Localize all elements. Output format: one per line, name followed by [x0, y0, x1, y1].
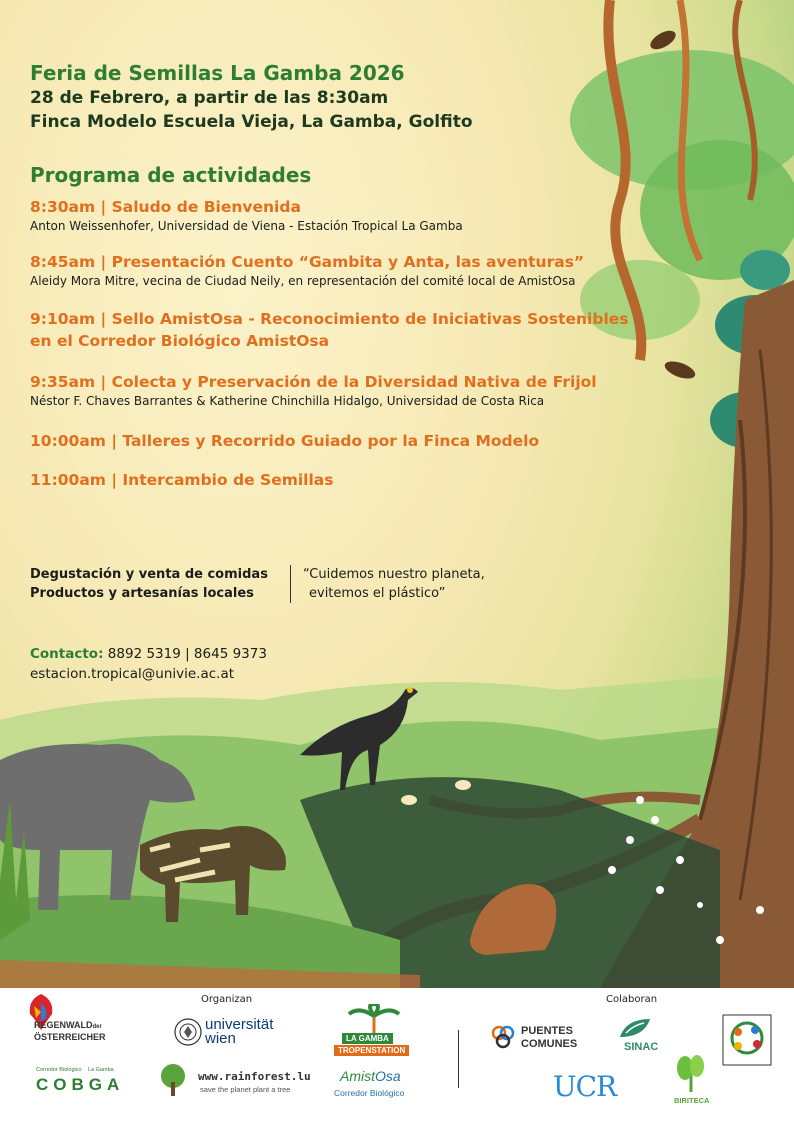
rainforest-url: www.rainforest.lu: [198, 1070, 311, 1083]
univie-text-1: universität: [205, 1016, 274, 1033]
sprout-icon: [676, 1052, 706, 1094]
lagamba-logo-2: TROPENSTATION: [334, 1045, 409, 1056]
puentes-text-1: PUENTES: [521, 1025, 573, 1037]
contact-label: Contacto:: [30, 646, 104, 662]
activity-item: [30, 308, 630, 352]
program-heading: Programa de actividades: [30, 163, 312, 187]
amistosa-subtitle: Corredor Biológico: [334, 1088, 405, 1098]
ucr-logo: UCR: [553, 1070, 617, 1103]
activity-item: [30, 371, 650, 409]
event-info: [30, 60, 650, 491]
cobga-logo: COBGA: [36, 1075, 125, 1094]
puentes-logo: [521, 1025, 577, 1051]
quote-line-1: “Cuidemos nuestro planeta,: [303, 567, 485, 582]
regenwald-text-2: ÖSTERREICHER: [34, 1032, 106, 1042]
amistosa-logo: [340, 1068, 401, 1084]
cobga-small-1: Corredor Biológico: [36, 1067, 82, 1073]
activity-title: 10:00am | Talleres y Recorrido Guiado por la Finca Modelo: [30, 432, 540, 450]
university-seal-icon: [174, 1018, 202, 1046]
activity-item: [30, 251, 650, 289]
activity-item: [30, 469, 650, 491]
cobga-small-2: La Gamba: [88, 1067, 114, 1073]
activity-desc: Néstor F. Chaves Barrantes & Katherine Chinchilla Hidalgo, Universidad de Costa Rica: [30, 394, 545, 408]
event-place: Finca Modelo Escuela Vieja, La Gamba, Golfito: [30, 112, 473, 132]
colaboran-label: Colaboran: [606, 994, 658, 1005]
regenwald-der: der: [92, 1024, 102, 1030]
tree-icon: [152, 1062, 194, 1096]
plastic-quote: [291, 565, 485, 603]
organizan-label: Organizan: [201, 994, 253, 1005]
activity-title: 8:30am | Saludo de Bienvenida: [30, 198, 301, 216]
activity-title: 8:45am | Presentación Cuento “Gambita y Anta, las aventuras”: [30, 253, 585, 271]
univie-text-2: wien: [205, 1030, 236, 1047]
regenwald-text-1: REGENWALD: [34, 1020, 93, 1030]
event-title: Feria de Semillas La Gamba 2026: [30, 61, 405, 85]
activity-item: [30, 430, 650, 452]
amistosa-text-1: Amist: [340, 1068, 375, 1084]
palm-tree-icon: [344, 1004, 404, 1034]
contact-info: [30, 644, 267, 684]
sinac-logo: SINAC: [624, 1041, 659, 1053]
footer-divider: [458, 1030, 459, 1088]
contact-email[interactable]: estacion.tropical@univie.ac.at: [30, 666, 235, 682]
rainforest-tagline: save the planet plant a tree: [200, 1085, 291, 1094]
regenwald-logo: [34, 1020, 106, 1042]
activity-title: 9:10am | Sello AmistOsa - Reconocimiento de Iniciativas Sostenibles en el Corredor Biológico AmistOsa: [30, 310, 629, 350]
lagamba-logo-1: LA GAMBA: [342, 1033, 393, 1044]
quote-line-2: evitemos el plástico”: [309, 586, 446, 601]
sinac-leaf-icon: [616, 1015, 654, 1041]
activity-item: [30, 196, 650, 234]
knot-icon: [490, 1024, 516, 1050]
puentes-text-2: COMUNES: [521, 1038, 578, 1050]
food-note: [30, 565, 291, 603]
univie-logo: [205, 1018, 273, 1046]
local-group-logo-icon: [722, 1014, 772, 1066]
activity-title: 9:35am | Colecta y Preservación de la Diversidad Nativa de Frijol: [30, 373, 597, 391]
activity-desc: Aleidy Mora Mitre, vecina de Ciudad Neily, en representación del comité local de AmistOsa: [30, 274, 576, 288]
notes: [30, 565, 485, 603]
event-date: 28 de Febrero, a partir de las 8:30am: [30, 88, 389, 108]
note-food: Degustación y venta de comidas: [30, 567, 268, 582]
note-crafts: Productos y artesanías locales: [30, 586, 254, 601]
contact-phones: 8892 5319 | 8645 9373: [107, 646, 267, 662]
activity-title: 11:00am | Intercambio de Semillas: [30, 471, 334, 489]
amistosa-text-2: Osa: [375, 1068, 401, 1084]
biriteca-logo: BIRITECA: [674, 1096, 710, 1105]
activity-desc: Anton Weissenhofer, Universidad de Viena - Estación Tropical La Gamba: [30, 219, 463, 233]
